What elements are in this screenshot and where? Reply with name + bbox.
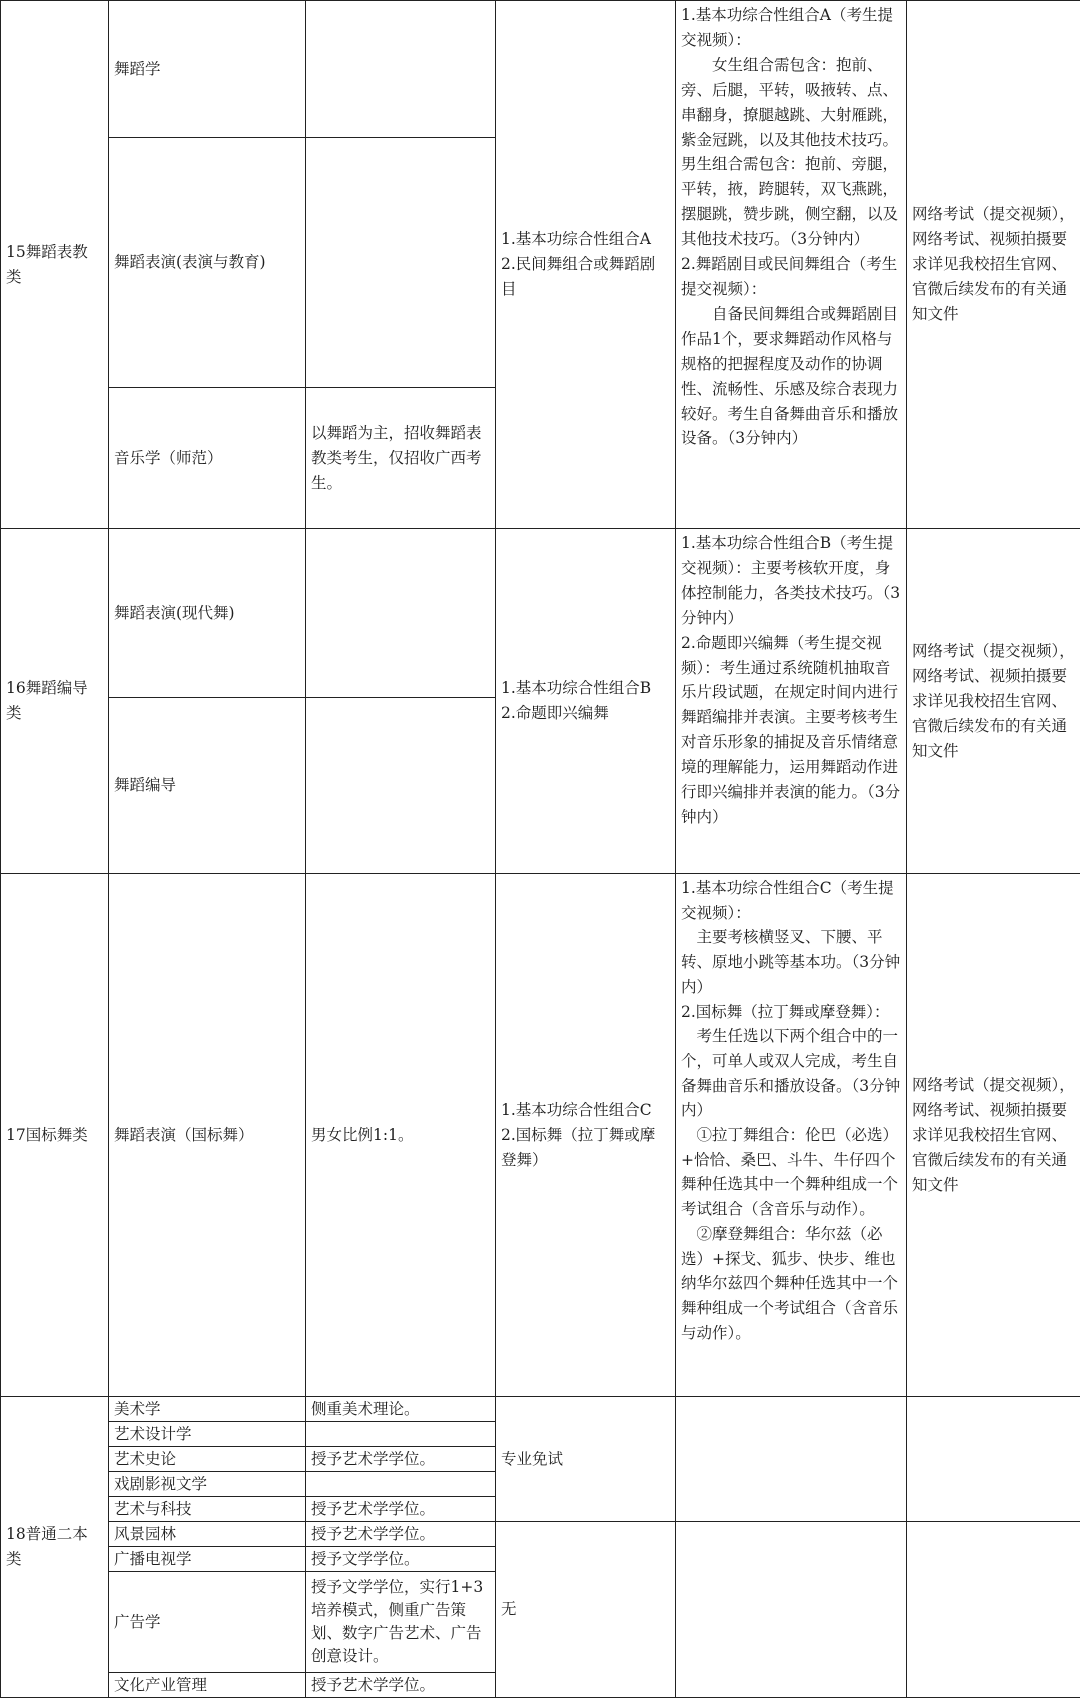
note-cell: 授予艺术学学位。: [306, 1447, 496, 1472]
exam-method-cell: 网络考试（提交视频），网络考试、视频拍摄要求详见我校招生官网、官微后续发布的有关通知文件: [907, 1, 1080, 529]
category-cell: 15舞蹈表教类: [1, 1, 109, 529]
exam-content-cell: [496, 874, 676, 1397]
exam-requirements-cell: [676, 1, 907, 529]
major-cell: 艺术史论: [109, 1447, 306, 1472]
major-cell: 艺术设计学: [109, 1422, 306, 1447]
major-cell: 艺术与科技: [109, 1497, 306, 1522]
exam-method-cell: 网络考试（提交视频），网络考试、视频拍摄要求详见我校招生官网、官微后续发布的有关通知文件: [907, 874, 1080, 1397]
requirement-line: 1.基本功综合性组合A（考生提交视频）：: [681, 6, 893, 49]
content-line: 1.基本功综合性组合C: [501, 1100, 652, 1119]
requirement-line: 2.国标舞（拉丁舞或摩登舞）：: [681, 1002, 890, 1021]
content-line: 1.基本功综合性组合A: [501, 230, 651, 248]
table-row: [1, 529, 1080, 698]
table-row: [1, 874, 1080, 1397]
note-cell: 侧重美术理论。: [306, 1397, 496, 1422]
major-cell: 风景园林: [109, 1522, 306, 1547]
exam-requirements-cell: [676, 874, 907, 1397]
exam-method-cell: 网络考试（提交视频），网络考试、视频拍摄要求详见我校招生官网、官微后续发布的有关通知文件: [907, 529, 1080, 874]
content-line: 2.民间舞组合或舞蹈剧目: [501, 255, 656, 298]
major-cell: 舞蹈学: [109, 1, 306, 138]
requirement-line: 女生组合需包含：抱前、旁、后腿，平转，吸掖转、点、串翻身，撩腿越跳、大射雁跳，紫金冠跳，以及其他技术技巧。男生组合需包含：抱前、旁腿，平转，掖，跨腿转，双飞燕跳，摆腿跳，赞步跳，侧空翻，以及其他技术技巧。（3分钟内）: [681, 55, 899, 249]
exam-content-cell: [496, 1, 676, 529]
major-cell: 美术学: [109, 1397, 306, 1422]
exam-content-cell: 专业免试: [496, 1397, 676, 1522]
major-cell: 舞蹈编导: [109, 698, 306, 874]
table-row: [1, 1522, 1080, 1547]
exam-method-cell: [907, 1522, 1080, 1698]
note-cell: 授予文学学位，实行1+3培养模式，侧重广告策划、数字广告艺术、广告创意设计。: [306, 1572, 496, 1673]
requirement-line: 1.基本功综合性组合C（考生提交视频）：: [681, 879, 894, 922]
note-cell: 男女比例1:1。: [306, 874, 496, 1397]
major-cell: 文化产业管理: [109, 1673, 306, 1698]
note-cell: [306, 138, 496, 388]
note-cell: [306, 1472, 496, 1497]
table-row: [1, 1, 1080, 138]
requirement-line: 考生任选以下两个组合中的一个，可单人或双人完成，考生自备舞曲音乐和播放设备。（3分钟内）: [681, 1027, 901, 1120]
major-cell: 舞蹈表演(现代舞): [109, 529, 306, 698]
requirement-line: 2.舞蹈剧目或民间舞组合（考生提交视频）：: [681, 255, 898, 298]
requirement-line: ②摩登舞组合：华尔兹（必选）+探戈、狐步、快步、维也纳华尔兹四个舞种任选其中一个舞种组成一个考试组合（含音乐与动作）。: [681, 1224, 899, 1342]
major-cell: 戏剧影视文学: [109, 1472, 306, 1497]
requirement-line: 1.基本功综合性组合B（考生提交视频）：主要考核软开度，身体控制能力，各类技术技巧。（3分钟内）: [681, 534, 901, 627]
category-cell: 16舞蹈编导类: [1, 529, 109, 874]
requirement-line: ①拉丁舞组合：伦巴（必选）+恰恰、桑巴、斗牛、牛仔四个舞种任选其中一个舞种组成一个考试组合（含音乐与动作）。: [681, 1126, 899, 1219]
exam-requirements-cell: [676, 1397, 907, 1522]
note-cell: [306, 1422, 496, 1447]
requirement-line: 主要考核横竖叉、下腰、平转、原地小跳等基本功。（3分钟内）: [681, 928, 901, 996]
note-cell: 授予艺术学学位。: [306, 1673, 496, 1698]
major-cell: 舞蹈表演(表演与教育): [109, 138, 306, 388]
major-cell: 音乐学（师范）: [109, 388, 306, 529]
category-cell: 17国标舞类: [1, 874, 109, 1397]
requirement-line: 自备民间舞组合或舞蹈剧目作品1个，要求舞蹈动作风格与规格的把握程度及动作的协调性、流畅性、乐感及综合表现力较好。考生自备舞曲音乐和播放设备。（3分钟内）: [681, 304, 899, 448]
major-cell: 广播电视学: [109, 1547, 306, 1572]
note-cell: 授予文学学位。: [306, 1547, 496, 1572]
note-cell: 授予艺术学学位。: [306, 1522, 496, 1547]
requirement-line: 2.命题即兴编舞（考生提交视频）：考生通过系统随机抽取音乐片段试题，在规定时间内进行舞蹈编排并表演。主要考核考生对音乐形象的捕捉及音乐情绪意境的理解能力，运用舞蹈动作进行即兴编排并表演的能力。（3分钟内）: [681, 633, 901, 826]
content-line: 2.命题即兴编舞: [501, 704, 609, 722]
exam-content-cell: 无: [496, 1522, 676, 1698]
category-cell: 18普通二本类: [1, 1397, 109, 1698]
major-cell: 舞蹈表演（国标舞）: [109, 874, 306, 1397]
table-row: [1, 1397, 1080, 1422]
note-cell: [306, 698, 496, 874]
note-cell: 以舞蹈为主，招收舞蹈表教类考生，仅招收广西考生。: [306, 388, 496, 529]
exam-requirements-cell: [676, 1522, 907, 1698]
note-cell: 授予艺术学学位。: [306, 1497, 496, 1522]
note-cell: [306, 529, 496, 698]
note-cell: [306, 1, 496, 138]
exam-method-cell: [907, 1397, 1080, 1522]
exam-requirements-cell: [676, 529, 907, 874]
content-line: 2.国标舞（拉丁舞或摩登舞）: [501, 1125, 656, 1169]
major-cell: 广告学: [109, 1572, 306, 1673]
content-line: 1.基本功综合性组合B: [501, 679, 652, 697]
exam-content-cell: [496, 529, 676, 874]
